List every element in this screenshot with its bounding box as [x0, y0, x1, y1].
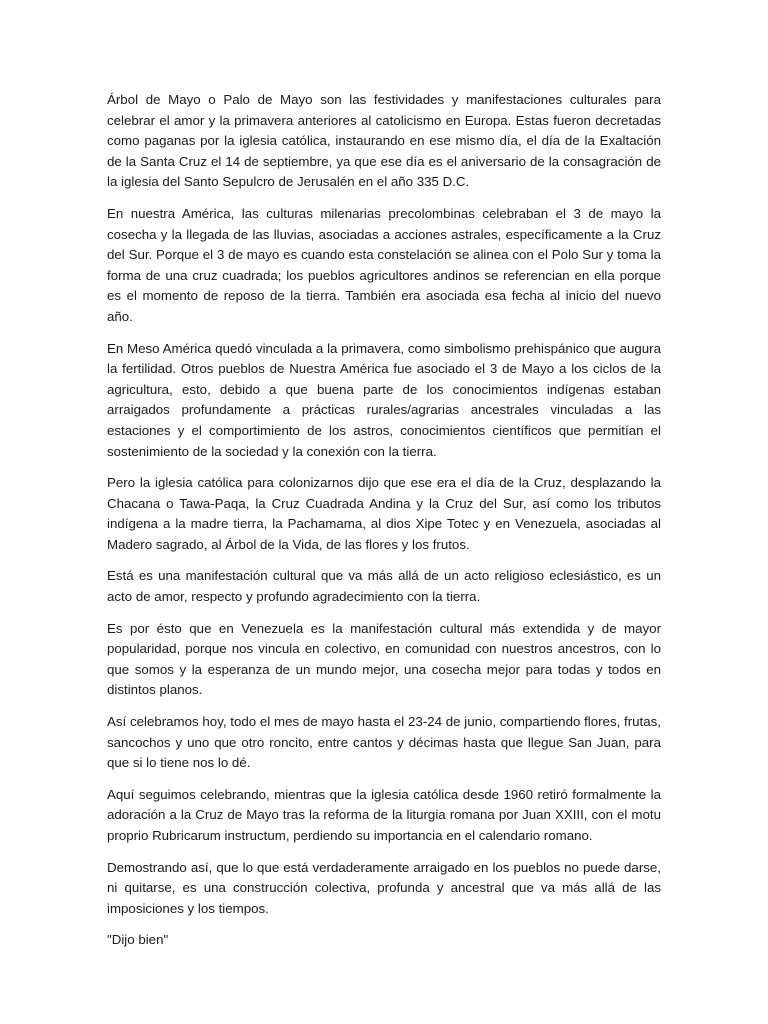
document-page	[107, 90, 661, 962]
paragraph-venezuela: Es por ésto que en Venezuela es la manifestación cultural más extendida y de mayor popularidad, porque nos vincula en colectivo, en comunidad con nuestros ancestros, con lo que somos y la esperanza de un mundo mejor, una cosecha mejor para todas y todos en distintos planos.	[107, 620, 661, 698]
paragraph-arbol-de-mayo: Árbol de Mayo o Palo de Mayo son las festividades y manifestaciones culturales para celebrar el amor y la primavera anteriores al catolicismo en Europa. Estas fueron decretadas como paganas por la iglesia católica, instaurando en ese mismo día, el día de la Exaltación de la Santa Cruz el 14 de septiembre, ya que ese día es el aniversario de la consagración de la iglesia del Santo Sepulcro de Jerusalén en el año 335 D.C.	[107, 92, 661, 190]
paragraph-manifestacion-cultural: Está es una manifestación cultural que va más allá de un acto religioso eclesiástico, es un acto de amor, respecto y profundo agradecimiento con la tierra.	[107, 568, 661, 605]
paragraph-seguimos-celebrando: Aquí seguimos celebrando, mientras que la iglesia católica desde 1960 retiró formalmente la adoración a la Cruz de Mayo tras la reforma de la liturgia romana por Juan XXIII, con el motu proprio Rubricarum instructum, perdiendo su importancia en el calendario romano.	[107, 786, 661, 843]
paragraph-meso-america: En Meso América quedó vinculada a la primavera, como simbolismo prehispánico que augura la fertilidad. Otros pueblos de Nuestra América fue asociado el 3 de Mayo a los ciclos de la agricultura, esto, debido a que buena parte de los conocimientos indígenas estaban arraigados profundamente a prácticas rurales/agrarias ancestrales vinculadas a las estaciones y el comportimiento de los astros, conocimientos científicos que permitían el sostenimiento de la sociedad y la conexión con la tierra.	[107, 340, 661, 459]
paragraph-iglesia-catolica: Pero la iglesia católica para colonizarnos dijo que ese era el día de la Cruz, desplazando la Chacana o Tawa-Paqa, la Cruz Cuadrada Andina y la Cruz del Sur, así como los tributos indígena a la madre tierra, la Pachamama, al dios Xipe Totec y en Venezuela, asociadas al Madero sagrado, al Árbol de la Vida, de las flores y los frutos.	[107, 475, 661, 552]
paragraph-dijo-bien: "Dijo bien"	[107, 932, 169, 948]
paragraph-celebramos-hoy: Así celebramos hoy, todo el mes de mayo hasta el 23-24 de junio, compartiendo flores, frutas, sancochos y uno que otro roncito, entre cantos y décimas hasta que llegue San Juan, para que si lo tiene nos lo dé.	[107, 714, 661, 771]
paragraph-nuestra-america: En nuestra América, las culturas milenarias precolombinas celebraban el 3 de mayo la cosecha y la llegada de las lluvias, asociadas a acciones astrales, específicamente a la Cruz del Sur. Porque el 3 de mayo es cuando esta constelación se alinea con el Polo Sur y toma la forma de una cruz cuadrada; los pueblos agricultores andinos se referencian en ella porque es el momento de reposo de la tierra. También era asociada esa fecha al inicio del nuevo año.	[107, 205, 661, 324]
paragraph-demostrando: Demostrando así, que lo que está verdaderamente arraigado en los pueblos no puede darse, ni quitarse, es una construcción colectiva, profunda y ancestral que va más allá de las imposiciones y los tiempos.	[107, 859, 661, 916]
